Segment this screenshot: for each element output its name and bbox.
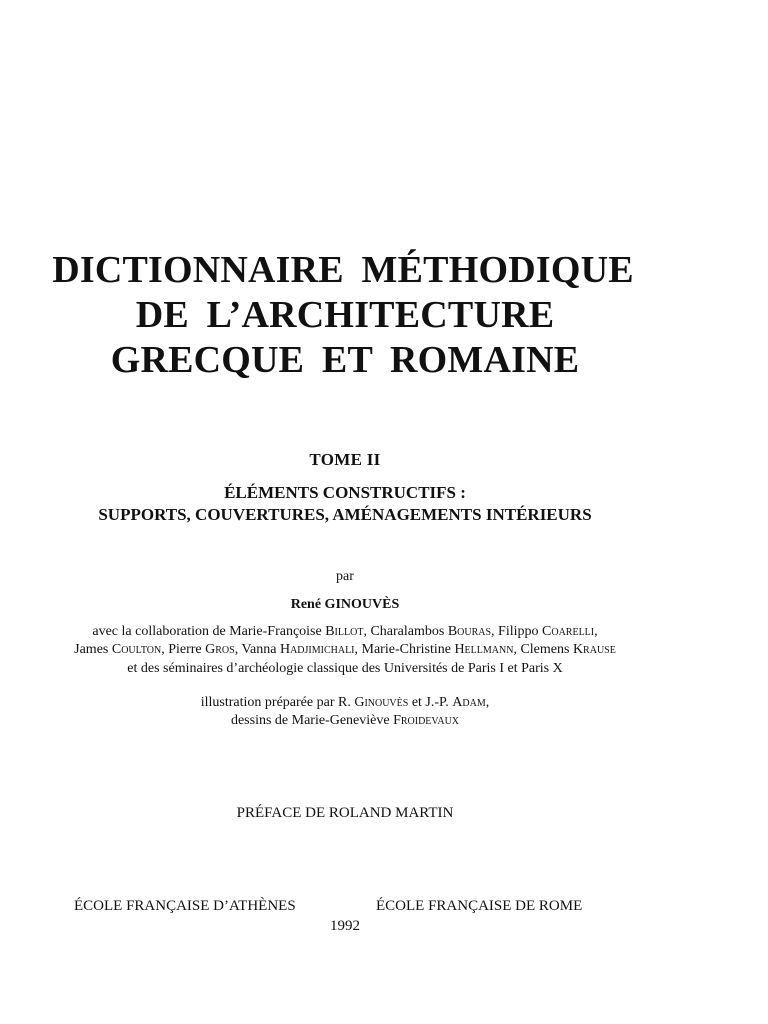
- illustration-credit-line-1: illustration préparée par R. Ginouvès et J.-P. Adam,: [200, 695, 490, 710]
- volume-subtitle-line-2: SUPPORTS, COUVERTURES, AMÉNAGEMENTS INTÉRIEURS: [98, 505, 592, 524]
- author-name: René GINOUVÈS: [290, 597, 400, 612]
- publisher-athens: ÉCOLE FRANÇAISE D’ATHÈNES: [74, 898, 296, 914]
- collaborators-line-1: avec la collaboration de Marie-Françoise Billot, Charalambos Bouras, Filippo Coarelli,: [92, 624, 598, 639]
- volume-number: TOME II: [309, 450, 381, 469]
- preface-credit: PRÉFACE DE ROLAND MARTIN: [236, 805, 454, 821]
- by-label: par: [336, 569, 354, 584]
- title-line-2: DE L’ARCHITECTURE: [135, 294, 555, 336]
- title-line-3: GRECQUE ET ROMAINE: [110, 339, 580, 381]
- illustration-credit-line-2: dessins de Marie-Geneviève Froidevaux: [230, 713, 460, 728]
- collaborators-line-3: et des séminaires d’archéologie classique des Universités de Paris I et Paris X: [127, 661, 563, 676]
- publisher-rome: ÉCOLE FRANÇAISE DE ROME: [376, 898, 583, 914]
- collaborators-line-2: James Coulton, Pierre Gros, Vanna Hadjimichali, Marie-Christine Hellmann, Clemens Krause: [74, 642, 616, 657]
- title-line-1: DICTIONNAIRE MÉTHODIQUE: [52, 249, 634, 291]
- volume-subtitle-line-1: ÉLÉMENTS CONSTRUCTIFS :: [224, 483, 466, 502]
- publication-year: 1992: [330, 918, 360, 934]
